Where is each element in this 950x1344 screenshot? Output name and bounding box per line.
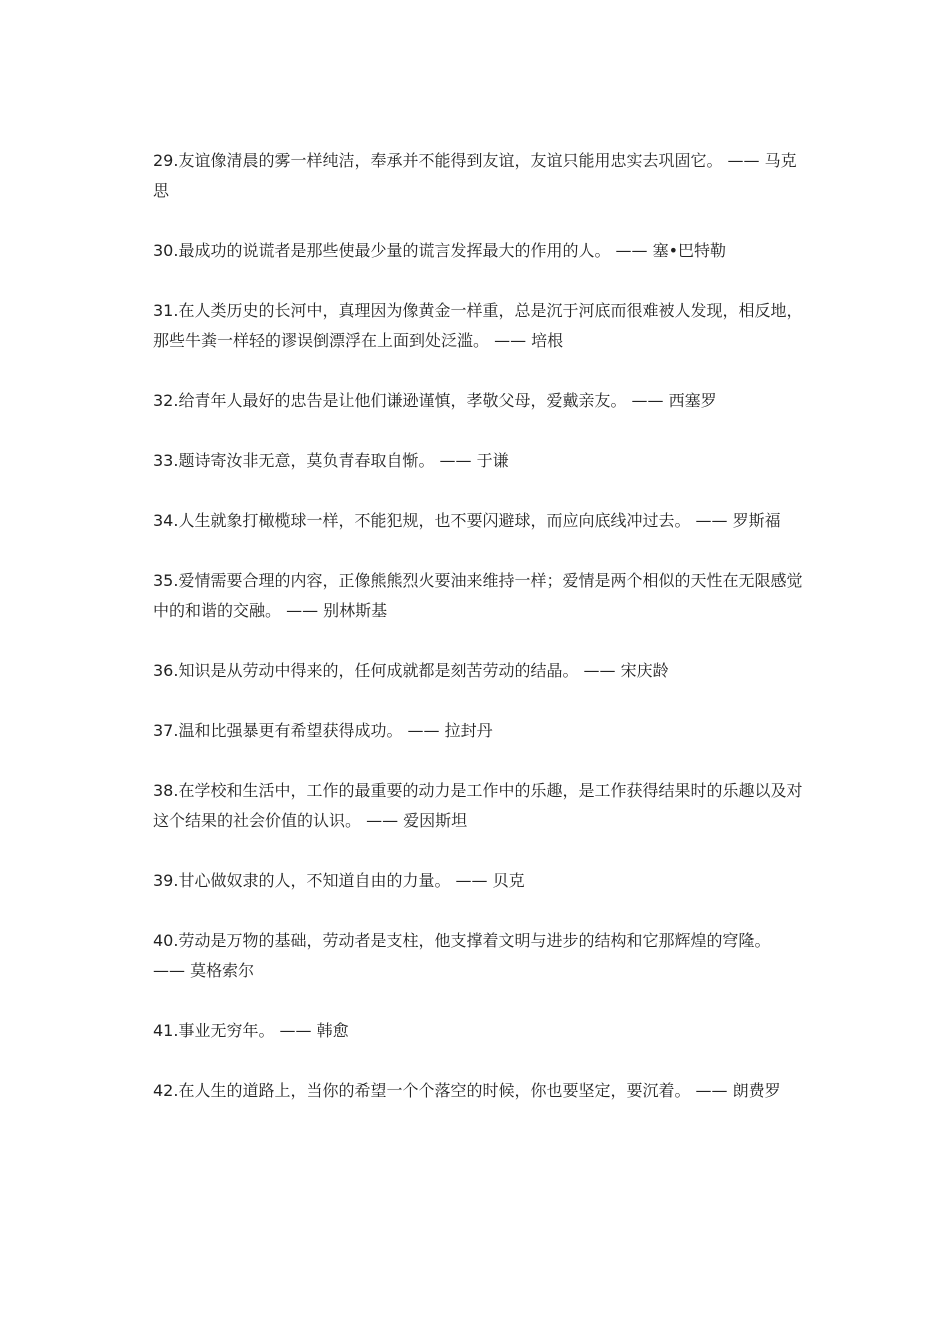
quote-42: 42.在人生的道路上，当你的希望一个个落空的时候，你也要坚定，要沉着。 —— 朗费罗 bbox=[153, 1081, 781, 1100]
quote-37: 37.温和比强暴更有希望获得成功。 —— 拉封丹 bbox=[153, 721, 493, 740]
quote-34: 34.人生就象打橄榄球一样，不能犯规，也不要闪避球，而应向底线冲过去。 —— 罗斯福 bbox=[153, 511, 781, 530]
quote-36: 36.知识是从劳动中得来的，任何成就都是刻苦劳动的结晶。 —— 宋庆龄 bbox=[153, 661, 669, 680]
quote-38: 38.在学校和生活中，工作的最重要的动力是工作中的乐趣，是工作获得结果时的乐趣以及对这个结果的社会价值的认识。 —— 爱因斯坦 bbox=[153, 781, 803, 830]
quote-39: 39.甘心做奴隶的人，不知道自由的力量。 —— 贝克 bbox=[153, 871, 525, 890]
quote-32: 32.给青年人最好的忠告是让他们谦逊谨慎，孝敬父母，爱戴亲友。 —— 西塞罗 bbox=[153, 391, 717, 410]
quote-33: 33.题诗寄汝非无意，莫负青春取自惭。 —— 于谦 bbox=[153, 451, 509, 470]
quote-41: 41.事业无穷年。 —— 韩愈 bbox=[153, 1021, 349, 1040]
quote-31: 31.在人类历史的长河中，真理因为像黄金一样重，总是沉于河底而很难被人发现，相反地，那些牛粪一样轻的谬误倒漂浮在上面到处泛滥。 —— 培根 bbox=[153, 301, 803, 350]
quote-30: 30.最成功的说谎者是那些使最少量的谎言发挥最大的作用的人。 —— 塞•巴特勒 bbox=[153, 241, 727, 260]
quote-list bbox=[153, 146, 803, 1136]
quote-40: 40.劳动是万物的基础，劳动者是支柱，他支撑着文明与进步的结构和它那辉煌的穹隆。 —— 莫格索尔 bbox=[153, 931, 771, 980]
quote-29: 29.友谊像清晨的雾一样纯洁，奉承并不能得到友谊，友谊只能用忠实去巩固它。 —— 马克思 bbox=[153, 151, 797, 200]
quote-35: 35.爱情需要合理的内容，正像熊熊烈火要油来维持一样；爱情是两个相似的天性在无限感觉中的和谐的交融。 —— 别林斯基 bbox=[153, 571, 803, 620]
